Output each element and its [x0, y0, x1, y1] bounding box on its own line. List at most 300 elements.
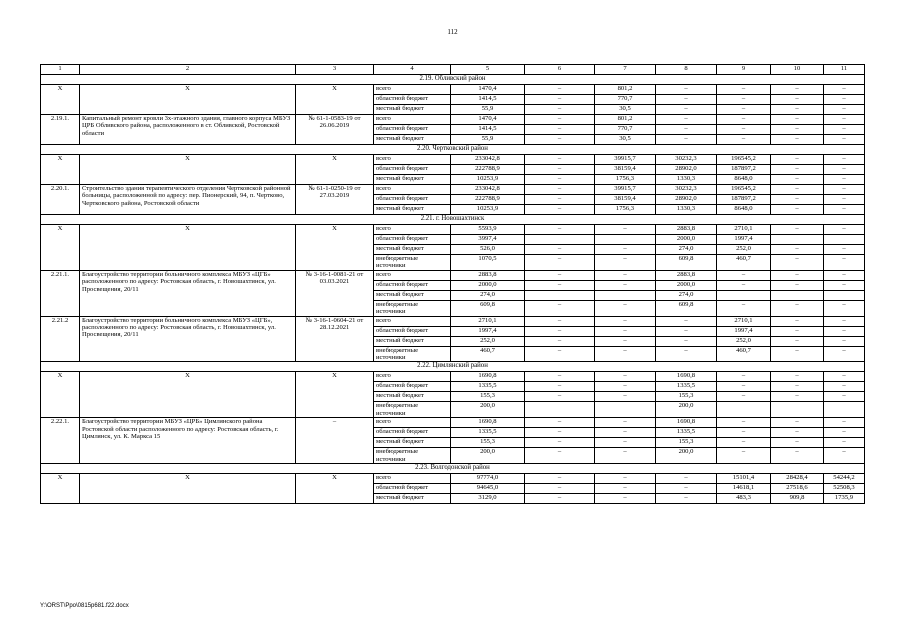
amount-cell: 200,0: [656, 402, 717, 418]
amount-cell: 155,3: [451, 438, 525, 448]
item-document: № 61-1-0250-19 от 27.03.2019: [296, 185, 374, 215]
amount-cell: 2710,1: [451, 316, 525, 326]
amount-cell: –: [656, 316, 717, 326]
amount-cell: –: [595, 382, 656, 392]
amount-cell: –: [771, 165, 824, 175]
item-document: X: [296, 155, 374, 185]
amount-cell: –: [771, 346, 824, 362]
amount-cell: –: [717, 418, 771, 428]
funding-source: всего: [374, 115, 451, 125]
amount-cell: 200,0: [656, 448, 717, 464]
amount-cell: –: [656, 494, 717, 504]
amount-cell: –: [717, 428, 771, 438]
amount-cell: 39915,7: [595, 155, 656, 165]
amount-cell: 801,2: [595, 115, 656, 125]
amount-cell: 609,8: [451, 300, 525, 316]
amount-cell: –: [824, 135, 865, 145]
amount-cell: 155,3: [656, 392, 717, 402]
amount-cell: 1997,4: [451, 326, 525, 336]
amount-cell: –: [771, 280, 824, 290]
funding-source: всего: [374, 474, 451, 484]
table-row: [41, 372, 865, 382]
amount-cell: 39915,7: [595, 185, 656, 195]
amount-cell: [824, 235, 865, 245]
amount-cell: –: [824, 195, 865, 205]
funding-source: внебюджетные источники: [374, 346, 451, 362]
amount-cell: –: [656, 326, 717, 336]
column-number: 5: [451, 65, 525, 75]
amount-cell: –: [824, 155, 865, 165]
table-row: [41, 115, 865, 125]
funding-source: местный бюджет: [374, 336, 451, 346]
column-number: 9: [717, 65, 771, 75]
table-row: [41, 155, 865, 165]
amount-cell: –: [525, 300, 595, 316]
amount-cell: [595, 290, 656, 300]
column-number: 10: [771, 65, 824, 75]
amount-cell: 97774,0: [451, 474, 525, 484]
amount-cell: –: [525, 392, 595, 402]
amount-cell: 274,0: [656, 245, 717, 255]
funding-source: местный бюджет: [374, 438, 451, 448]
amount-cell: –: [824, 105, 865, 115]
amount-cell: 252,0: [451, 336, 525, 346]
amount-cell: 252,0: [717, 245, 771, 255]
amount-cell: 1335,5: [656, 382, 717, 392]
column-number: 3: [296, 65, 374, 75]
amount-cell: [525, 290, 595, 300]
amount-cell: –: [771, 382, 824, 392]
amount-cell: –: [717, 448, 771, 464]
amount-cell: [771, 402, 824, 418]
table-row: [41, 270, 865, 280]
amount-cell: –: [824, 95, 865, 105]
funding-source: всего: [374, 270, 451, 280]
amount-cell: –: [824, 382, 865, 392]
amount-cell: 770,7: [595, 95, 656, 105]
amount-cell: –: [771, 336, 824, 346]
amount-cell: –: [771, 155, 824, 165]
funding-source: внебюджетные источники: [374, 255, 451, 271]
item-document: X: [296, 372, 374, 418]
amount-cell: –: [824, 175, 865, 185]
amount-cell: –: [824, 225, 865, 235]
amount-cell: –: [595, 270, 656, 280]
funding-source: всего: [374, 316, 451, 326]
column-number: 11: [824, 65, 865, 75]
amount-cell: 200,0: [451, 448, 525, 464]
amount-cell: –: [771, 95, 824, 105]
amount-cell: –: [525, 245, 595, 255]
amount-cell: 2883,8: [656, 225, 717, 235]
column-number: 1: [41, 65, 80, 75]
amount-cell: 2883,8: [451, 270, 525, 280]
funding-source: областной бюджет: [374, 484, 451, 494]
table-row: [41, 185, 865, 195]
amount-cell: 52508,3: [824, 484, 865, 494]
amount-cell: 1335,5: [451, 428, 525, 438]
amount-cell: 1690,8: [451, 418, 525, 428]
table-row: [41, 474, 865, 484]
amount-cell: 801,2: [595, 85, 656, 95]
funding-source: всего: [374, 372, 451, 382]
amount-cell: –: [771, 135, 824, 145]
item-description: Строительство здания терапевтического отделения Чертковской районной больницы, расположенной по адресу: пер. Пионерский, 94, п. Чертково, Чертковского района, Ростовской области: [80, 185, 296, 215]
amount-cell: –: [525, 195, 595, 205]
amount-cell: –: [717, 372, 771, 382]
amount-cell: –: [656, 474, 717, 484]
funding-source: всего: [374, 85, 451, 95]
amount-cell: –: [771, 438, 824, 448]
amount-cell: –: [717, 115, 771, 125]
amount-cell: 1690,8: [656, 418, 717, 428]
item-description: X: [80, 85, 296, 115]
amount-cell: –: [717, 85, 771, 95]
amount-cell: 1470,4: [451, 115, 525, 125]
amount-cell: –: [595, 346, 656, 362]
amount-cell: –: [824, 280, 865, 290]
amount-cell: –: [717, 135, 771, 145]
amount-cell: 1470,4: [451, 85, 525, 95]
amount-cell: –: [595, 448, 656, 464]
table-row: [41, 85, 865, 95]
amount-cell: –: [771, 225, 824, 235]
amount-cell: [771, 290, 824, 300]
amount-cell: 38159,4: [595, 165, 656, 175]
amount-cell: [717, 402, 771, 418]
amount-cell: –: [595, 336, 656, 346]
amount-cell: –: [525, 448, 595, 464]
funding-source: внебюджетные источники: [374, 300, 451, 316]
amount-cell: –: [771, 428, 824, 438]
amount-cell: 770,7: [595, 125, 656, 135]
item-description: X: [80, 155, 296, 185]
column-number: 6: [525, 65, 595, 75]
amount-cell: –: [656, 125, 717, 135]
amount-cell: 10253,9: [451, 175, 525, 185]
amount-cell: –: [717, 280, 771, 290]
amount-cell: –: [717, 382, 771, 392]
amount-cell: 526,0: [451, 245, 525, 255]
amount-cell: –: [771, 392, 824, 402]
amount-cell: [824, 290, 865, 300]
item-description: X: [80, 474, 296, 504]
section-row: [41, 464, 865, 474]
amount-cell: 38159,4: [595, 195, 656, 205]
amount-cell: 1330,3: [656, 205, 717, 215]
section-row: [41, 362, 865, 372]
amount-cell: –: [525, 326, 595, 336]
amount-cell: –: [717, 95, 771, 105]
funding-source: всего: [374, 225, 451, 235]
amount-cell: 187897,2: [717, 165, 771, 175]
amount-cell: –: [595, 300, 656, 316]
amount-cell: 55,9: [451, 105, 525, 115]
section-title: 2.23. Волгодонской район: [41, 464, 865, 474]
item-number: 2.21.2: [41, 316, 80, 362]
amount-cell: –: [656, 484, 717, 494]
amount-cell: –: [525, 105, 595, 115]
item-document: X: [296, 225, 374, 271]
amount-cell: 196545,2: [717, 185, 771, 195]
amount-cell: –: [824, 316, 865, 326]
amount-cell: –: [525, 185, 595, 195]
amount-cell: 3129,0: [451, 494, 525, 504]
funding-source: областной бюджет: [374, 382, 451, 392]
amount-cell: –: [525, 95, 595, 105]
amount-cell: 187897,2: [717, 195, 771, 205]
amount-cell: –: [771, 185, 824, 195]
amount-cell: 1997,4: [717, 326, 771, 336]
section-title: 2.19. Обливский район: [41, 75, 865, 85]
amount-cell: 28902,0: [656, 195, 717, 205]
amount-cell: –: [525, 280, 595, 290]
amount-cell: –: [595, 438, 656, 448]
amount-cell: 1414,5: [451, 95, 525, 105]
item-document: X: [296, 85, 374, 115]
item-document: № 3-16-1-0081-21 от 03.03.2021: [296, 270, 374, 316]
amount-cell: 252,0: [717, 336, 771, 346]
amount-cell: –: [595, 474, 656, 484]
amount-cell: 28902,0: [656, 165, 717, 175]
amount-cell: –: [656, 346, 717, 362]
funding-source: местный бюджет: [374, 494, 451, 504]
funding-source: областной бюджет: [374, 326, 451, 336]
amount-cell: –: [771, 316, 824, 326]
funding-source: местный бюджет: [374, 175, 451, 185]
amount-cell: –: [525, 155, 595, 165]
item-number: X: [41, 225, 80, 271]
amount-cell: 10253,9: [451, 205, 525, 215]
funding-source: внебюджетные источники: [374, 402, 451, 418]
amount-cell: –: [525, 494, 595, 504]
amount-cell: –: [824, 205, 865, 215]
amount-cell: –: [525, 270, 595, 280]
amount-cell: 155,3: [656, 438, 717, 448]
funding-source: областной бюджет: [374, 95, 451, 105]
funding-source: областной бюджет: [374, 428, 451, 438]
item-number: X: [41, 474, 80, 504]
amount-cell: 1690,8: [451, 372, 525, 382]
funding-source: областной бюджет: [374, 195, 451, 205]
amount-cell: –: [717, 300, 771, 316]
amount-cell: –: [595, 255, 656, 271]
amount-cell: 222788,9: [451, 195, 525, 205]
amount-cell: –: [656, 336, 717, 346]
column-number: 4: [374, 65, 451, 75]
amount-cell: –: [595, 484, 656, 494]
amount-cell: [595, 235, 656, 245]
funding-source: всего: [374, 185, 451, 195]
amount-cell: 460,7: [717, 255, 771, 271]
amount-cell: –: [771, 245, 824, 255]
amount-cell: –: [771, 418, 824, 428]
amount-cell: –: [771, 125, 824, 135]
item-document: № 3-16-1-0604-21 от 28.12.2021: [296, 316, 374, 362]
section-row: [41, 75, 865, 85]
table-row: [41, 418, 865, 428]
item-number: 2.19.1.: [41, 115, 80, 145]
item-number: 2.20.1.: [41, 185, 80, 215]
amount-cell: 3997,4: [451, 235, 525, 245]
amount-cell: –: [824, 185, 865, 195]
amount-cell: –: [824, 418, 865, 428]
amount-cell: 5593,9: [451, 225, 525, 235]
amount-cell: –: [525, 85, 595, 95]
funding-source: областной бюджет: [374, 125, 451, 135]
amount-cell: 54244,2: [824, 474, 865, 484]
item-description: Благоустройство территории больничного комплекса МБУЗ «ЦГБ» расположенного по адресу: Ростовская область, г. Новошахтинск, ул. Просвещения, 20/11: [80, 270, 296, 316]
page-number: 112: [447, 28, 458, 36]
section-row: [41, 145, 865, 155]
funding-source: всего: [374, 155, 451, 165]
item-document: –: [296, 418, 374, 464]
amount-cell: –: [824, 392, 865, 402]
amount-cell: –: [525, 125, 595, 135]
amount-cell: –: [656, 95, 717, 105]
amount-cell: 8648,0: [717, 175, 771, 185]
amount-cell: –: [525, 205, 595, 215]
amount-cell: –: [525, 438, 595, 448]
amount-cell: 30,5: [595, 135, 656, 145]
funding-source: местный бюджет: [374, 135, 451, 145]
amount-cell: –: [525, 255, 595, 271]
amount-cell: [595, 402, 656, 418]
amount-cell: –: [824, 245, 865, 255]
amount-cell: –: [824, 448, 865, 464]
table-row: [41, 316, 865, 326]
amount-cell: 483,3: [717, 494, 771, 504]
funding-source: областной бюджет: [374, 165, 451, 175]
amount-cell: 1997,4: [717, 235, 771, 245]
amount-cell: 2883,8: [656, 270, 717, 280]
amount-cell: 609,8: [656, 300, 717, 316]
amount-cell: –: [717, 438, 771, 448]
amount-cell: 2000,0: [656, 235, 717, 245]
amount-cell: –: [824, 255, 865, 271]
amount-cell: –: [824, 372, 865, 382]
item-number: X: [41, 85, 80, 115]
amount-cell: 27518,6: [771, 484, 824, 494]
amount-cell: –: [595, 372, 656, 382]
amount-cell: –: [771, 195, 824, 205]
amount-cell: –: [824, 125, 865, 135]
amount-cell: –: [824, 165, 865, 175]
item-description: Капитальный ремонт кровли 3х-этажного здания, главного корпуса МБУЗ ЦРБ Обливского района, расположенного в ст. Обливской, Ростовской области: [80, 115, 296, 145]
amount-cell: –: [595, 225, 656, 235]
amount-cell: –: [771, 255, 824, 271]
column-number-row: [41, 65, 865, 75]
amount-cell: –: [595, 428, 656, 438]
funding-source: местный бюджет: [374, 290, 451, 300]
item-number: 2.22.1.: [41, 418, 80, 464]
amount-cell: –: [595, 326, 656, 336]
amount-cell: 30232,3: [656, 155, 717, 165]
amount-cell: –: [771, 115, 824, 125]
budget-table: [40, 64, 865, 504]
section-title: 2.22. Цимлянский район: [41, 362, 865, 372]
amount-cell: –: [771, 205, 824, 215]
amount-cell: –: [525, 165, 595, 175]
amount-cell: –: [771, 326, 824, 336]
amount-cell: [771, 235, 824, 245]
amount-cell: –: [824, 300, 865, 316]
amount-cell: 1735,9: [824, 494, 865, 504]
item-description: X: [80, 372, 296, 418]
amount-cell: –: [771, 300, 824, 316]
amount-cell: –: [656, 115, 717, 125]
item-number: 2.21.1.: [41, 270, 80, 316]
amount-cell: 1756,3: [595, 175, 656, 185]
item-document: № 61-1-0583-19 от 26.06.2019: [296, 115, 374, 145]
amount-cell: –: [595, 418, 656, 428]
table-row: [41, 225, 865, 235]
amount-cell: –: [525, 336, 595, 346]
item-document: X: [296, 474, 374, 504]
section-row: [41, 215, 865, 225]
amount-cell: 14618,1: [717, 484, 771, 494]
amount-cell: –: [525, 418, 595, 428]
amount-cell: 200,0: [451, 402, 525, 418]
amount-cell: –: [771, 270, 824, 280]
amount-cell: 1690,8: [656, 372, 717, 382]
column-number: 8: [656, 65, 717, 75]
item-description: Благоустройство территории МБУЗ «ЦРБ» Цимлянского района Ростовской области расположенного по адресу: Ростовская область, г. Цимлянск, ул. К. Маркса 15: [80, 418, 296, 464]
amount-cell: –: [771, 372, 824, 382]
amount-cell: 2710,1: [717, 225, 771, 235]
amount-cell: –: [656, 105, 717, 115]
amount-cell: –: [717, 105, 771, 115]
amount-cell: 222788,9: [451, 165, 525, 175]
amount-cell: 2710,1: [717, 316, 771, 326]
amount-cell: –: [824, 115, 865, 125]
amount-cell: 1330,3: [656, 175, 717, 185]
amount-cell: –: [717, 125, 771, 135]
section-title: 2.21. г. Новошахтинск: [41, 215, 865, 225]
funding-source: внебюджетные источники: [374, 448, 451, 464]
footer-file-path: Y:\ORST\Ppo\0815p681.f22.docx: [40, 603, 129, 609]
amount-cell: –: [595, 316, 656, 326]
amount-cell: –: [525, 225, 595, 235]
amount-cell: [824, 402, 865, 418]
amount-cell: 28428,4: [771, 474, 824, 484]
amount-cell: 1756,3: [595, 205, 656, 215]
amount-cell: –: [824, 326, 865, 336]
amount-cell: 30,5: [595, 105, 656, 115]
amount-cell: 1335,5: [656, 428, 717, 438]
section-title: 2.20. Чертковский район: [41, 145, 865, 155]
funding-source: областной бюджет: [374, 280, 451, 290]
amount-cell: [525, 235, 595, 245]
amount-cell: –: [595, 245, 656, 255]
amount-cell: –: [771, 448, 824, 464]
amount-cell: –: [717, 392, 771, 402]
amount-cell: –: [525, 474, 595, 484]
amount-cell: –: [656, 85, 717, 95]
amount-cell: [525, 402, 595, 418]
amount-cell: –: [771, 85, 824, 95]
amount-cell: –: [525, 484, 595, 494]
amount-cell: –: [824, 85, 865, 95]
funding-source: местный бюджет: [374, 205, 451, 215]
amount-cell: 2000,0: [451, 280, 525, 290]
amount-cell: 1414,5: [451, 125, 525, 135]
amount-cell: 196545,2: [717, 155, 771, 165]
amount-cell: –: [595, 280, 656, 290]
amount-cell: –: [824, 346, 865, 362]
amount-cell: –: [824, 270, 865, 280]
amount-cell: –: [824, 428, 865, 438]
